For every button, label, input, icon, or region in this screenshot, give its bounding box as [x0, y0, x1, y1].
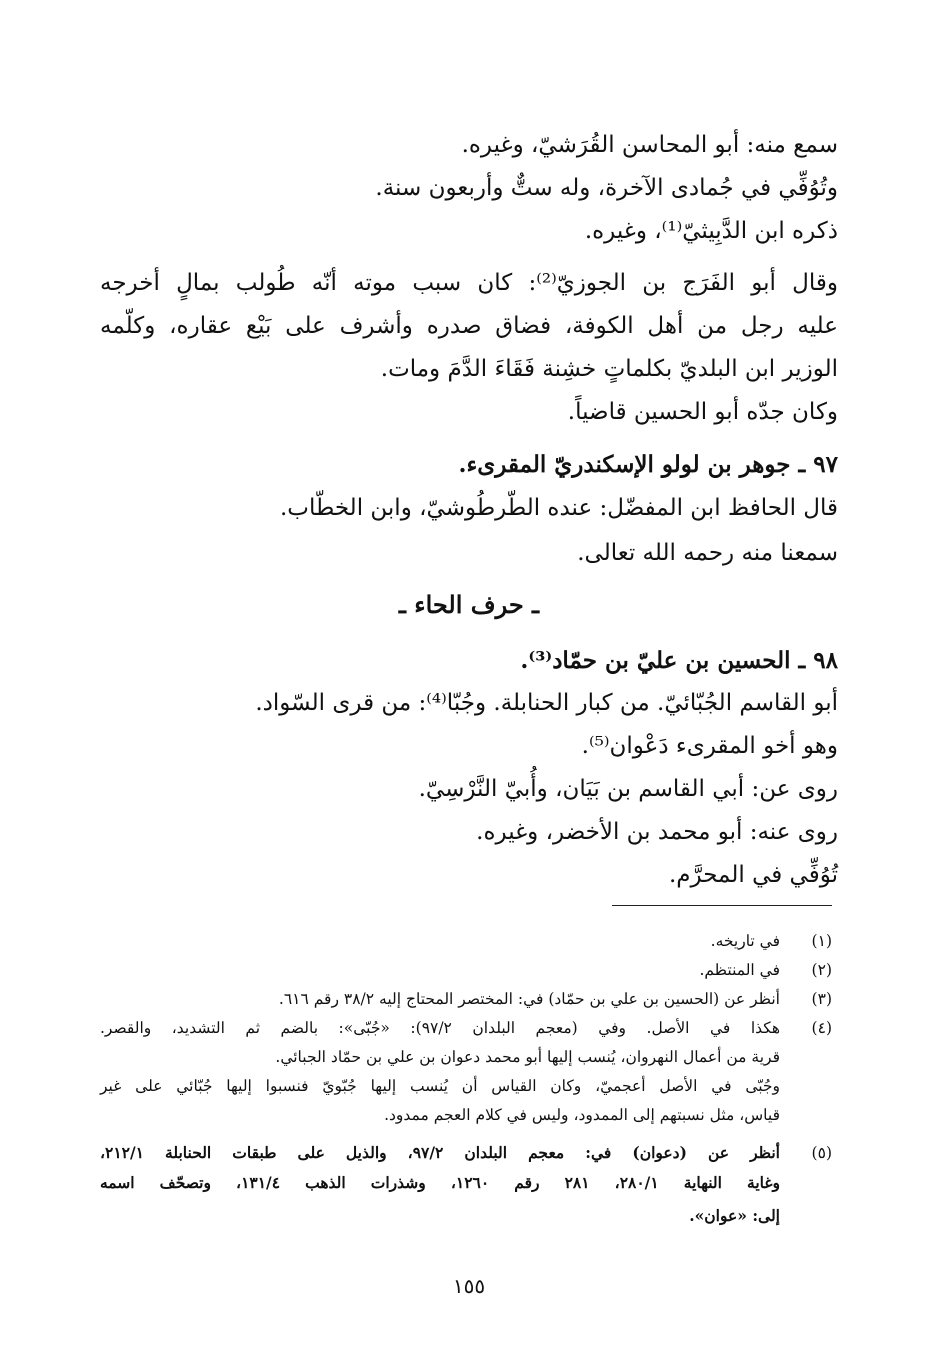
text-line: أبو القاسم الجُبّائيّ. من كبار الحنابلة. وجُبّا⁽⁴⁾: من قرى السّواد. [255, 690, 838, 716]
footnote-number: (٢) [811, 961, 832, 979]
footnote-text: إلى: «عوان». [689, 1206, 780, 1225]
text-line: قال الحافظ ابن المفضّل: عنده الطّرطُوشيّ، وابن الخطّاب. [280, 495, 838, 521]
footnote-text: قياس، مثل نسبتهم إلى الممدود، وليس في كلام العجم ممدود. [384, 1106, 780, 1124]
text-line: سمعنا منه رحمه الله تعالى. [577, 540, 838, 566]
text-line: سمع منه: أبو المحاسن القُرَشيّ، وغيره. [461, 132, 838, 158]
footnote-text: وغاية النهاية ٢٨٠/١، ٢٨١ رقم ١٢٦٠، وشذرات الذهب ١٣١/٤، وتصحّف اسمه [100, 1173, 780, 1192]
text-line: روى عنه: أبو محمد بن الأخضر، وغيره. [476, 819, 838, 845]
footnote-text: وجُبّى في الأصل أعجميّ، وكان القياس أن يُنسب إليها جُبّويّ فنسبوا إليها جُبّائي على غير [100, 1077, 780, 1095]
text-line: ذكره ابن الدَّبِيثيّ⁽¹⁾، وغيره. [584, 218, 838, 244]
footnote-number: (٤) [811, 1019, 832, 1037]
entry-heading-97: ٩٧ ـ جوهر بن لولو الإسكندريّ المقرىء. [458, 451, 838, 478]
text-line: وقال أبو الفَرَج بن الجوزيّ⁽²⁾: كان سبب موته أنّه طُولب بمالٍ أخرجه [100, 270, 838, 296]
footnote-text: في تاريخه. [710, 932, 780, 950]
footnote-divider [612, 905, 832, 906]
text-line: الوزير ابن البلديّ بكلماتٍ خشِنة فَقَاءَ الدَّمَ ومات. [380, 356, 838, 382]
footnote-text: أنظر عن (دعوان) في: معجم البلدان ٩٧/٢، والذيل على طبقات الحنابلة ٢١٢/١، [100, 1143, 780, 1162]
footnote-number: (٥) [811, 1144, 832, 1162]
footnote-text: هكذا في الأصل. وفي (معجم البلدان ٩٧/٢): «جُبّى»: بالضم ثم التشديد، والقصر. [100, 1019, 780, 1037]
footnote-number: (١) [811, 932, 832, 950]
text-line: روى عن: أبي القاسم بن بَيَان، وأُبيّ النَّرْسِيّ. [418, 776, 838, 802]
page-number: ١٥٥ [452, 1274, 486, 1298]
text-line: عليه رجل من أهل الكوفة، فضاق صدره وأشرف على بَيْع عقاره، وكلّمه [100, 313, 838, 339]
text-line: وهو أخو المقرىء دَعْوان⁽⁵⁾. [581, 733, 838, 759]
footnote-text: في المنتظم. [699, 961, 780, 979]
entry-heading-98: ٩٨ ـ الحسين بن عليّ بن حمّاد⁽³⁾. [520, 647, 838, 674]
text-line: تُوُفِّي في المحرَّم. [668, 862, 838, 888]
section-heading: ـ حرف الحاء ـ [398, 590, 540, 619]
footnote-number: (٣) [811, 990, 832, 1008]
text-line: وكان جدّه أبو الحسين قاضياً. [567, 399, 838, 425]
footnote-text: أنظر عن (الحسين بن علي بن حمّاد) في: المختصر المحتاج إليه ٣٨/٢ رقم ٦١٦. [278, 990, 780, 1008]
text-line: وتُوُفِّي في جُمادى الآخرة، وله ستٌّ وأربعون سنة. [375, 175, 838, 201]
footnote-text: قرية من أعمال النهروان، يُنسب إليها أبو محمد دعوان بن علي بن حمّاد الجبائي. [275, 1048, 780, 1066]
